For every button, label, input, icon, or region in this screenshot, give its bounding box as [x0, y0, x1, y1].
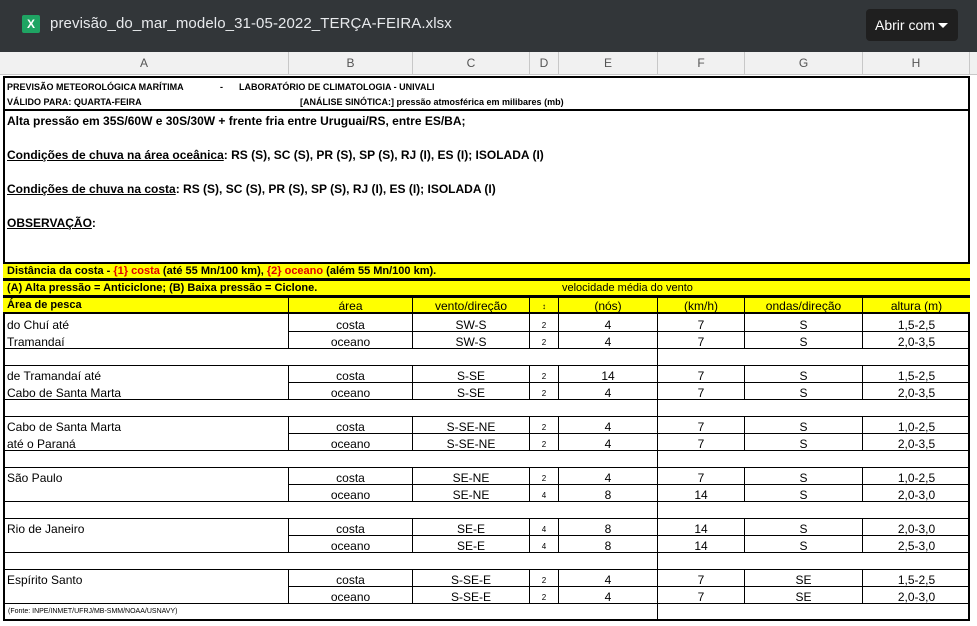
region-label: Cabo de Santa Marta [7, 420, 122, 434]
region-label: Cabo de Santa Marta [7, 386, 122, 400]
excel-file-icon: X [22, 15, 40, 33]
cell-area: costa [336, 573, 365, 587]
viewer-toolbar [0, 0, 977, 50]
col-sep [558, 416, 559, 450]
cell-d: 2 [541, 576, 547, 585]
col-sep [529, 314, 530, 348]
col-sep [288, 569, 289, 603]
cell-d: 2 [541, 321, 547, 330]
cell-ondas: S [799, 420, 808, 434]
column-header-a[interactable]: A [0, 52, 289, 74]
col-sep [412, 296, 413, 314]
cell-ondas: S [799, 386, 808, 400]
cell-d: 4 [541, 542, 547, 551]
cell-ondas: S [799, 437, 808, 451]
cell-ondas: S [799, 539, 808, 553]
col-sep [529, 416, 530, 450]
header-wind-direction: vento/direção [434, 299, 508, 313]
header-kmh: (km/h) [684, 299, 718, 313]
col-sep [412, 314, 413, 348]
cell-vento: S-SE [456, 386, 485, 400]
cell-kmh: 7 [697, 386, 705, 400]
row-line [288, 586, 970, 587]
column-header-h[interactable]: H [863, 52, 970, 74]
cell-vento: SE-E [456, 539, 485, 553]
cell-nos: 4 [604, 386, 612, 400]
cell-kmh: 14 [694, 488, 708, 502]
header-area: área [338, 299, 363, 313]
cell-vento: S-SE-E [450, 573, 491, 587]
row-line [288, 535, 970, 536]
column-header-c[interactable]: C [413, 52, 530, 74]
col-sep [744, 314, 745, 348]
col-sep [558, 518, 559, 552]
col-sep [657, 399, 658, 416]
ocean-rain-label: Condições de chuva na área oceânica [7, 148, 224, 162]
cell-altura: 1,5-2,5 [897, 369, 936, 383]
col-sep [529, 467, 530, 501]
col-sep [288, 518, 289, 552]
column-header-f[interactable]: F [658, 52, 745, 74]
cell-nos: 4 [604, 420, 612, 434]
cell-area: oceano [330, 386, 371, 400]
cell-kmh: 7 [697, 318, 705, 332]
wind-speed-label: velocidade média do vento [562, 282, 693, 294]
group-line [3, 552, 970, 553]
ocean-desc: (além 55 Mn/100 km). [323, 265, 437, 277]
cell-vento: S-SE-NE [446, 420, 496, 434]
col-sep [744, 416, 745, 450]
cell-kmh: 7 [697, 471, 705, 485]
cell-vento: SE-E [456, 522, 485, 536]
open-with-button[interactable] [866, 9, 958, 41]
region-label: de Tramandaí até [7, 369, 102, 383]
col-sep [744, 569, 745, 603]
cell-area: oceano [330, 590, 371, 604]
source-footer: (Fonte: INPE/INMET/UFRJ/MB-SMM/NOAA/USNAVY) [8, 608, 178, 615]
col-sep [862, 296, 863, 314]
chevron-down-icon [938, 23, 948, 28]
col-sep [529, 518, 530, 552]
col-sep [657, 314, 658, 348]
col-sep [744, 365, 745, 399]
col-sep [657, 365, 658, 399]
col-sep [862, 518, 863, 552]
row-line [288, 382, 970, 383]
title-left: PREVISÃO METEOROLÓGICA MARÍTIMA [7, 82, 184, 92]
cell-ondas: SE [795, 573, 812, 587]
cell-nos: 4 [604, 573, 612, 587]
cell-altura: 2,0-3,5 [897, 335, 936, 349]
cell-d: 2 [541, 440, 547, 449]
group-line [3, 416, 970, 417]
group-line [3, 569, 970, 570]
col-sep [412, 467, 413, 501]
cell-kmh: 7 [697, 573, 705, 587]
cell-nos: 8 [604, 522, 612, 536]
cell-d: 2 [541, 338, 547, 347]
cell-altura: 1,5-2,5 [897, 318, 936, 332]
valid-for: VÁLIDO PARA: QUARTA-FEIRA [7, 97, 142, 107]
col-sep [412, 365, 413, 399]
cell-altura: 1,0-2,5 [897, 471, 936, 485]
col-sep [412, 416, 413, 450]
cell-vento: S-SE-E [450, 590, 491, 604]
header-height: altura (m) [890, 299, 943, 313]
col-sep [657, 501, 658, 518]
col-sep [862, 467, 863, 501]
cell-d: 2 [541, 372, 547, 381]
cell-nos: 4 [604, 590, 612, 604]
cell-ondas: S [799, 335, 808, 349]
observation-label: OBSERVAÇÃO [7, 216, 92, 230]
cell-nos: 8 [604, 539, 612, 553]
column-header-b[interactable]: B [289, 52, 413, 74]
cell-d: 4 [541, 525, 547, 534]
synoptic-analysis: Alta pressão em 35S/60W e 30S/30W + frente fria entre Uruguai/RS, entre ES/BA; [7, 114, 466, 128]
cell-area: oceano [330, 539, 371, 553]
col-sep [657, 467, 658, 501]
divider [3, 109, 970, 111]
col-sep [744, 518, 745, 552]
col-sep [412, 518, 413, 552]
cell-altura: 1,0-2,5 [897, 420, 936, 434]
group-line [3, 620, 970, 621]
column-header-g[interactable]: G [745, 52, 863, 74]
cell-altura: 2,0-3,0 [897, 488, 936, 502]
col-sep [558, 467, 559, 501]
cell-ondas: SE [795, 590, 812, 604]
col-sep [744, 467, 745, 501]
region-label: Espírito Santo [7, 573, 83, 587]
col-sep [862, 569, 863, 603]
cell-nos: 4 [604, 471, 612, 485]
col-sep [657, 552, 658, 569]
column-headers [0, 52, 977, 75]
cell-area: costa [336, 522, 365, 536]
observation-colon: : [91, 216, 96, 230]
cell-kmh: 7 [697, 335, 705, 349]
cell-kmh: 7 [697, 420, 705, 434]
ocean-rain-text: : RS (S), SC (S), PR (S), SP (S), RJ (I), ES (I); ISOLADA (I) [223, 148, 544, 162]
cell-altura: 2,0-3,5 [897, 386, 936, 400]
cell-vento: S-SE-NE [446, 437, 496, 451]
cell-kmh: 14 [694, 539, 708, 553]
col-sep [558, 569, 559, 603]
cell-area: costa [336, 471, 365, 485]
synoptic-note: [ANÁLISE SINÓTICA:] pressão atmosférica em milibares (mb) [300, 97, 564, 107]
cell-altura: 2,0-3,0 [897, 522, 936, 536]
col-sep [288, 314, 289, 348]
col-sep [288, 365, 289, 399]
row-line [288, 331, 970, 332]
cell-vento: SE-NE [452, 488, 490, 502]
cell-ondas: S [799, 522, 808, 536]
cell-altura: 2,0-3,5 [897, 437, 936, 451]
cell-nos: 14 [601, 369, 615, 383]
cell-area: costa [336, 369, 365, 383]
cell-vento: S-SE [456, 369, 485, 383]
col-sep [657, 296, 658, 314]
cell-ondas: S [799, 318, 808, 332]
group-line [3, 603, 970, 604]
coast-rain [7, 182, 496, 196]
region-label: até o Paraná [7, 437, 76, 451]
cell-area: costa [336, 420, 365, 434]
cell-d: 2 [541, 593, 547, 602]
open-with-label: Abrir com [875, 17, 935, 33]
cell-d: 2 [541, 474, 547, 483]
spreadsheet-view [0, 52, 977, 626]
header-waves: ondas/direção [765, 299, 842, 313]
col-sep [744, 296, 745, 314]
header-fishing-area: Área de pesca [7, 299, 82, 311]
cell-area: costa [336, 318, 365, 332]
region-label: São Paulo [7, 471, 63, 485]
col-sep [657, 569, 658, 603]
group-line [3, 348, 970, 349]
cell-ondas: S [799, 471, 808, 485]
cell-altura: 2,0-3,0 [897, 590, 936, 604]
col-sep [288, 416, 289, 450]
col-sep [558, 365, 559, 399]
row-line [288, 484, 970, 485]
cell-vento: SE-NE [452, 471, 490, 485]
observation [7, 216, 96, 230]
col-sep [657, 416, 658, 450]
cell-area: oceano [330, 335, 371, 349]
col-sep [862, 365, 863, 399]
cell-nos: 4 [604, 335, 612, 349]
col-sep [529, 296, 530, 314]
col-sep [657, 348, 658, 365]
cell-kmh: 7 [697, 437, 705, 451]
column-header-e[interactable]: E [559, 52, 658, 74]
distance-prefix: Distância da costa - [7, 265, 114, 277]
column-header-d[interactable]: D [530, 52, 559, 74]
region-label: Rio de Janeiro [7, 522, 85, 536]
ocean-rain [7, 148, 544, 162]
col-sep [529, 569, 530, 603]
distance-legend [7, 265, 436, 277]
ocean-code: {2} oceano [266, 265, 324, 277]
col-sep [558, 296, 559, 314]
group-line [3, 365, 970, 366]
cell-vento: SW-S [455, 335, 487, 349]
region-label: Tramandaí [7, 335, 65, 349]
cell-nos: 8 [604, 488, 612, 502]
cell-kmh: 14 [694, 522, 708, 536]
col-sep [657, 450, 658, 467]
cell-ondas: S [799, 369, 808, 383]
col-sep [862, 416, 863, 450]
col-sep [529, 365, 530, 399]
col-sep [862, 314, 863, 348]
cell-nos: 4 [604, 318, 612, 332]
coast-rain-text: : RS (S), SC (S), PR (S), SP (S), RJ (I), ES (I); ISOLADA (I) [175, 182, 496, 196]
group-line [3, 501, 970, 502]
cell-area: oceano [330, 488, 371, 502]
title-right: LABORATÓRIO DE CLIMATOLOGIA - UNIVALI [239, 82, 435, 92]
coast-code: {1} costa [113, 265, 160, 277]
pressure-legend: (A) Alta pressão = Anticiclone; (B) Baixa pressão = Ciclone. [7, 282, 318, 294]
cell-altura: 2,5-3,0 [897, 539, 936, 553]
col-sep [657, 603, 658, 620]
cell-altura: 1,5-2,5 [897, 573, 936, 587]
group-line [3, 518, 970, 519]
col-sep [657, 518, 658, 552]
region-label: do Chuí até [7, 318, 70, 332]
group-line [3, 450, 970, 451]
group-line [3, 467, 970, 468]
cell-kmh: 7 [697, 369, 705, 383]
group-line [3, 399, 970, 400]
cell-nos: 4 [604, 437, 612, 451]
title-separator: - [220, 82, 223, 92]
coast-desc: (até 55 Mn/100 km), [159, 265, 267, 277]
cell-d: 2 [541, 389, 547, 398]
col-sep [558, 314, 559, 348]
header-knots: (nós) [594, 299, 622, 313]
cell-ondas: S [799, 488, 808, 502]
coast-rain-label: Condições de chuva na costa [7, 182, 176, 196]
row-line [288, 433, 970, 434]
col-sep [288, 296, 289, 314]
col-sep [288, 467, 289, 501]
cell-kmh: 7 [697, 590, 705, 604]
cell-d: 4 [541, 491, 547, 500]
cell-d: 2 [541, 423, 547, 432]
header-d: ↕ [542, 302, 546, 311]
col-sep [412, 569, 413, 603]
cell-vento: SW-S [455, 318, 487, 332]
cell-area: oceano [330, 437, 371, 451]
file-name: previsão_do_mar_modelo_31-05-2022_TERÇA-FEIRA.xlsx [50, 15, 452, 32]
